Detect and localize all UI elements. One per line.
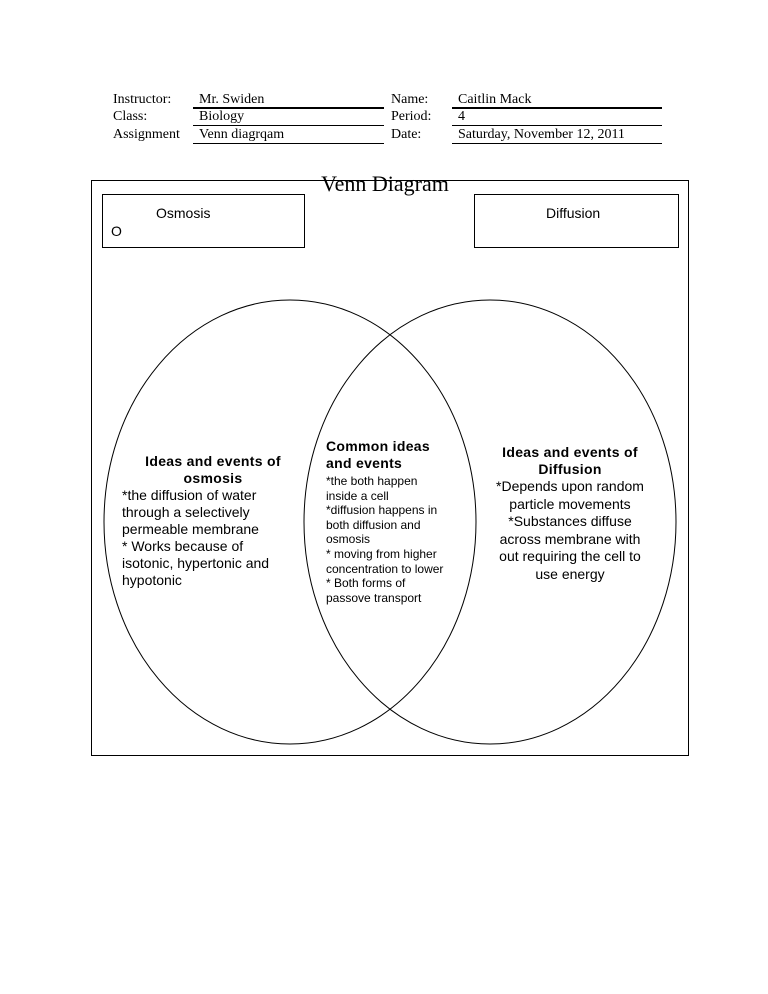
text-line: hypotonic	[122, 572, 182, 588]
common-region	[326, 438, 466, 605]
heading-line: Ideas and events of	[145, 453, 281, 469]
heading-line: and events	[326, 455, 403, 471]
text-line: through a selectively	[122, 504, 250, 520]
text-line: concentration to lower	[326, 561, 444, 576]
text-line: *the diffusion of water	[122, 487, 257, 503]
common-region-text	[326, 474, 466, 605]
diagram-title: Venn Diagram	[321, 171, 449, 196]
text-line: *diffusion happens in	[326, 503, 438, 518]
text-line: *Depends upon random	[496, 478, 644, 494]
text-line: across membrane with	[499, 530, 641, 547]
text-line: use energy	[535, 565, 605, 582]
heading-line: Diffusion	[538, 461, 602, 477]
text-line: * Both forms of	[326, 576, 406, 591]
common-region-heading	[326, 438, 466, 472]
text-line: out requiring the cell to	[499, 548, 641, 564]
instructor-value: Mr. Swiden	[193, 92, 384, 109]
period-value: 4	[452, 109, 662, 126]
text-line: * Works because of	[122, 538, 244, 554]
text-line: inside a cell	[326, 488, 389, 503]
diffusion-region	[482, 444, 658, 583]
date-value: Saturday, November 12, 2011	[452, 127, 662, 144]
text-line: * moving from higher	[326, 546, 437, 561]
period-label: Period:	[391, 109, 432, 124]
text-line: both diffusion and	[326, 517, 421, 532]
name-value: Caitlin Mack	[452, 92, 662, 109]
heading-line: osmosis	[183, 470, 243, 486]
name-label: Name:	[391, 92, 429, 107]
text-line: *the both happen	[326, 474, 418, 488]
text-line: particle movements	[509, 495, 631, 512]
diffusion-region-heading	[482, 444, 658, 478]
diffusion-region-text	[482, 478, 658, 583]
text-line: *Substances diffuse	[508, 513, 632, 529]
instructor-label: Instructor:	[113, 92, 172, 107]
heading-line: Common ideas	[326, 438, 430, 454]
date-label: Date:	[391, 127, 422, 142]
text-line: osmosis	[326, 532, 371, 547]
assignment-value: Venn diagrqam	[193, 127, 384, 144]
diffusion-box-title: Diffusion	[546, 205, 601, 221]
osmosis-box-title: Osmosis	[156, 205, 211, 221]
assignment-label: Assignment	[113, 127, 180, 142]
class-value: Biology	[193, 109, 384, 126]
text-line: isotonic, hypertonic and	[122, 555, 270, 571]
text-line: passove transport	[326, 590, 422, 605]
heading-line: Ideas and events of	[502, 444, 638, 460]
text-line: permeable membrane	[122, 521, 259, 537]
osmosis-region-heading	[118, 453, 308, 487]
osmosis-region	[118, 453, 308, 589]
osmosis-region-text	[122, 487, 308, 589]
class-label: Class:	[113, 109, 148, 124]
osmosis-box-note: O	[111, 223, 122, 239]
